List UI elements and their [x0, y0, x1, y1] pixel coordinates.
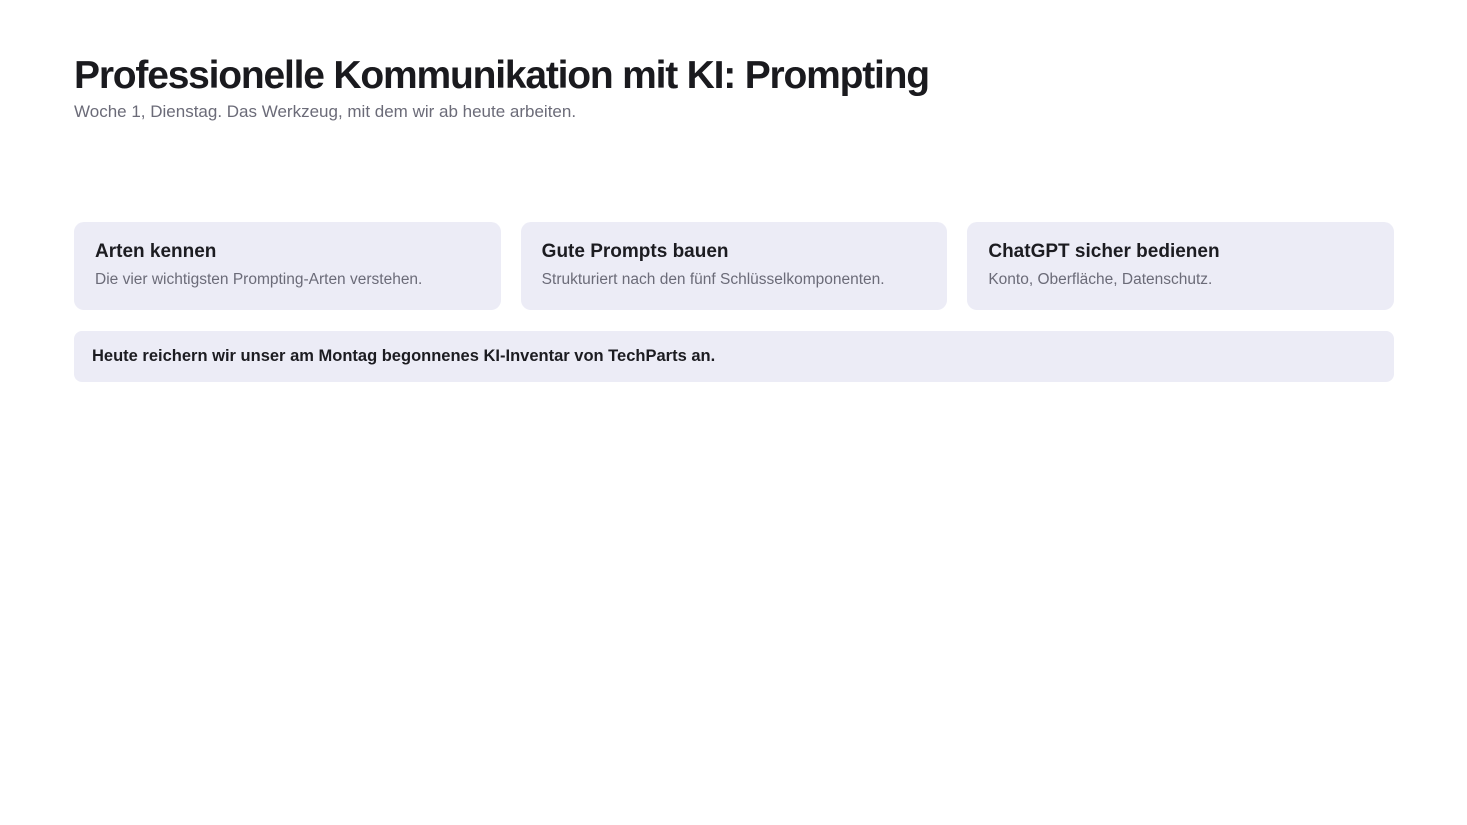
card-description: Strukturiert nach den fünf Schlüsselkomponenten.	[541, 271, 885, 288]
card-title: Gute Prompts bauen	[541, 241, 729, 262]
goal-card-gute-prompts	[521, 222, 948, 310]
card-description: Die vier wichtigsten Prompting-Arten verstehen.	[95, 271, 423, 288]
card-description: Konto, Oberfläche, Datenschutz.	[988, 271, 1213, 288]
goal-cards	[74, 222, 1394, 310]
card-title: Arten kennen	[95, 241, 217, 262]
card-title: ChatGPT sicher bedienen	[988, 241, 1220, 262]
goal-card-arten-kennen	[74, 222, 501, 310]
page-subtitle: Woche 1, Dienstag. Das Werkzeug, mit dem wir ab heute arbeiten.	[74, 102, 577, 121]
info-banner-text: Heute reichern wir unser am Montag begonnenes KI-Inventar von TechParts an.	[92, 347, 716, 365]
goal-card-chatgpt	[967, 222, 1394, 310]
page-title: Professionelle Kommunikation mit KI: Prompting	[74, 54, 929, 97]
info-banner	[74, 331, 1394, 382]
